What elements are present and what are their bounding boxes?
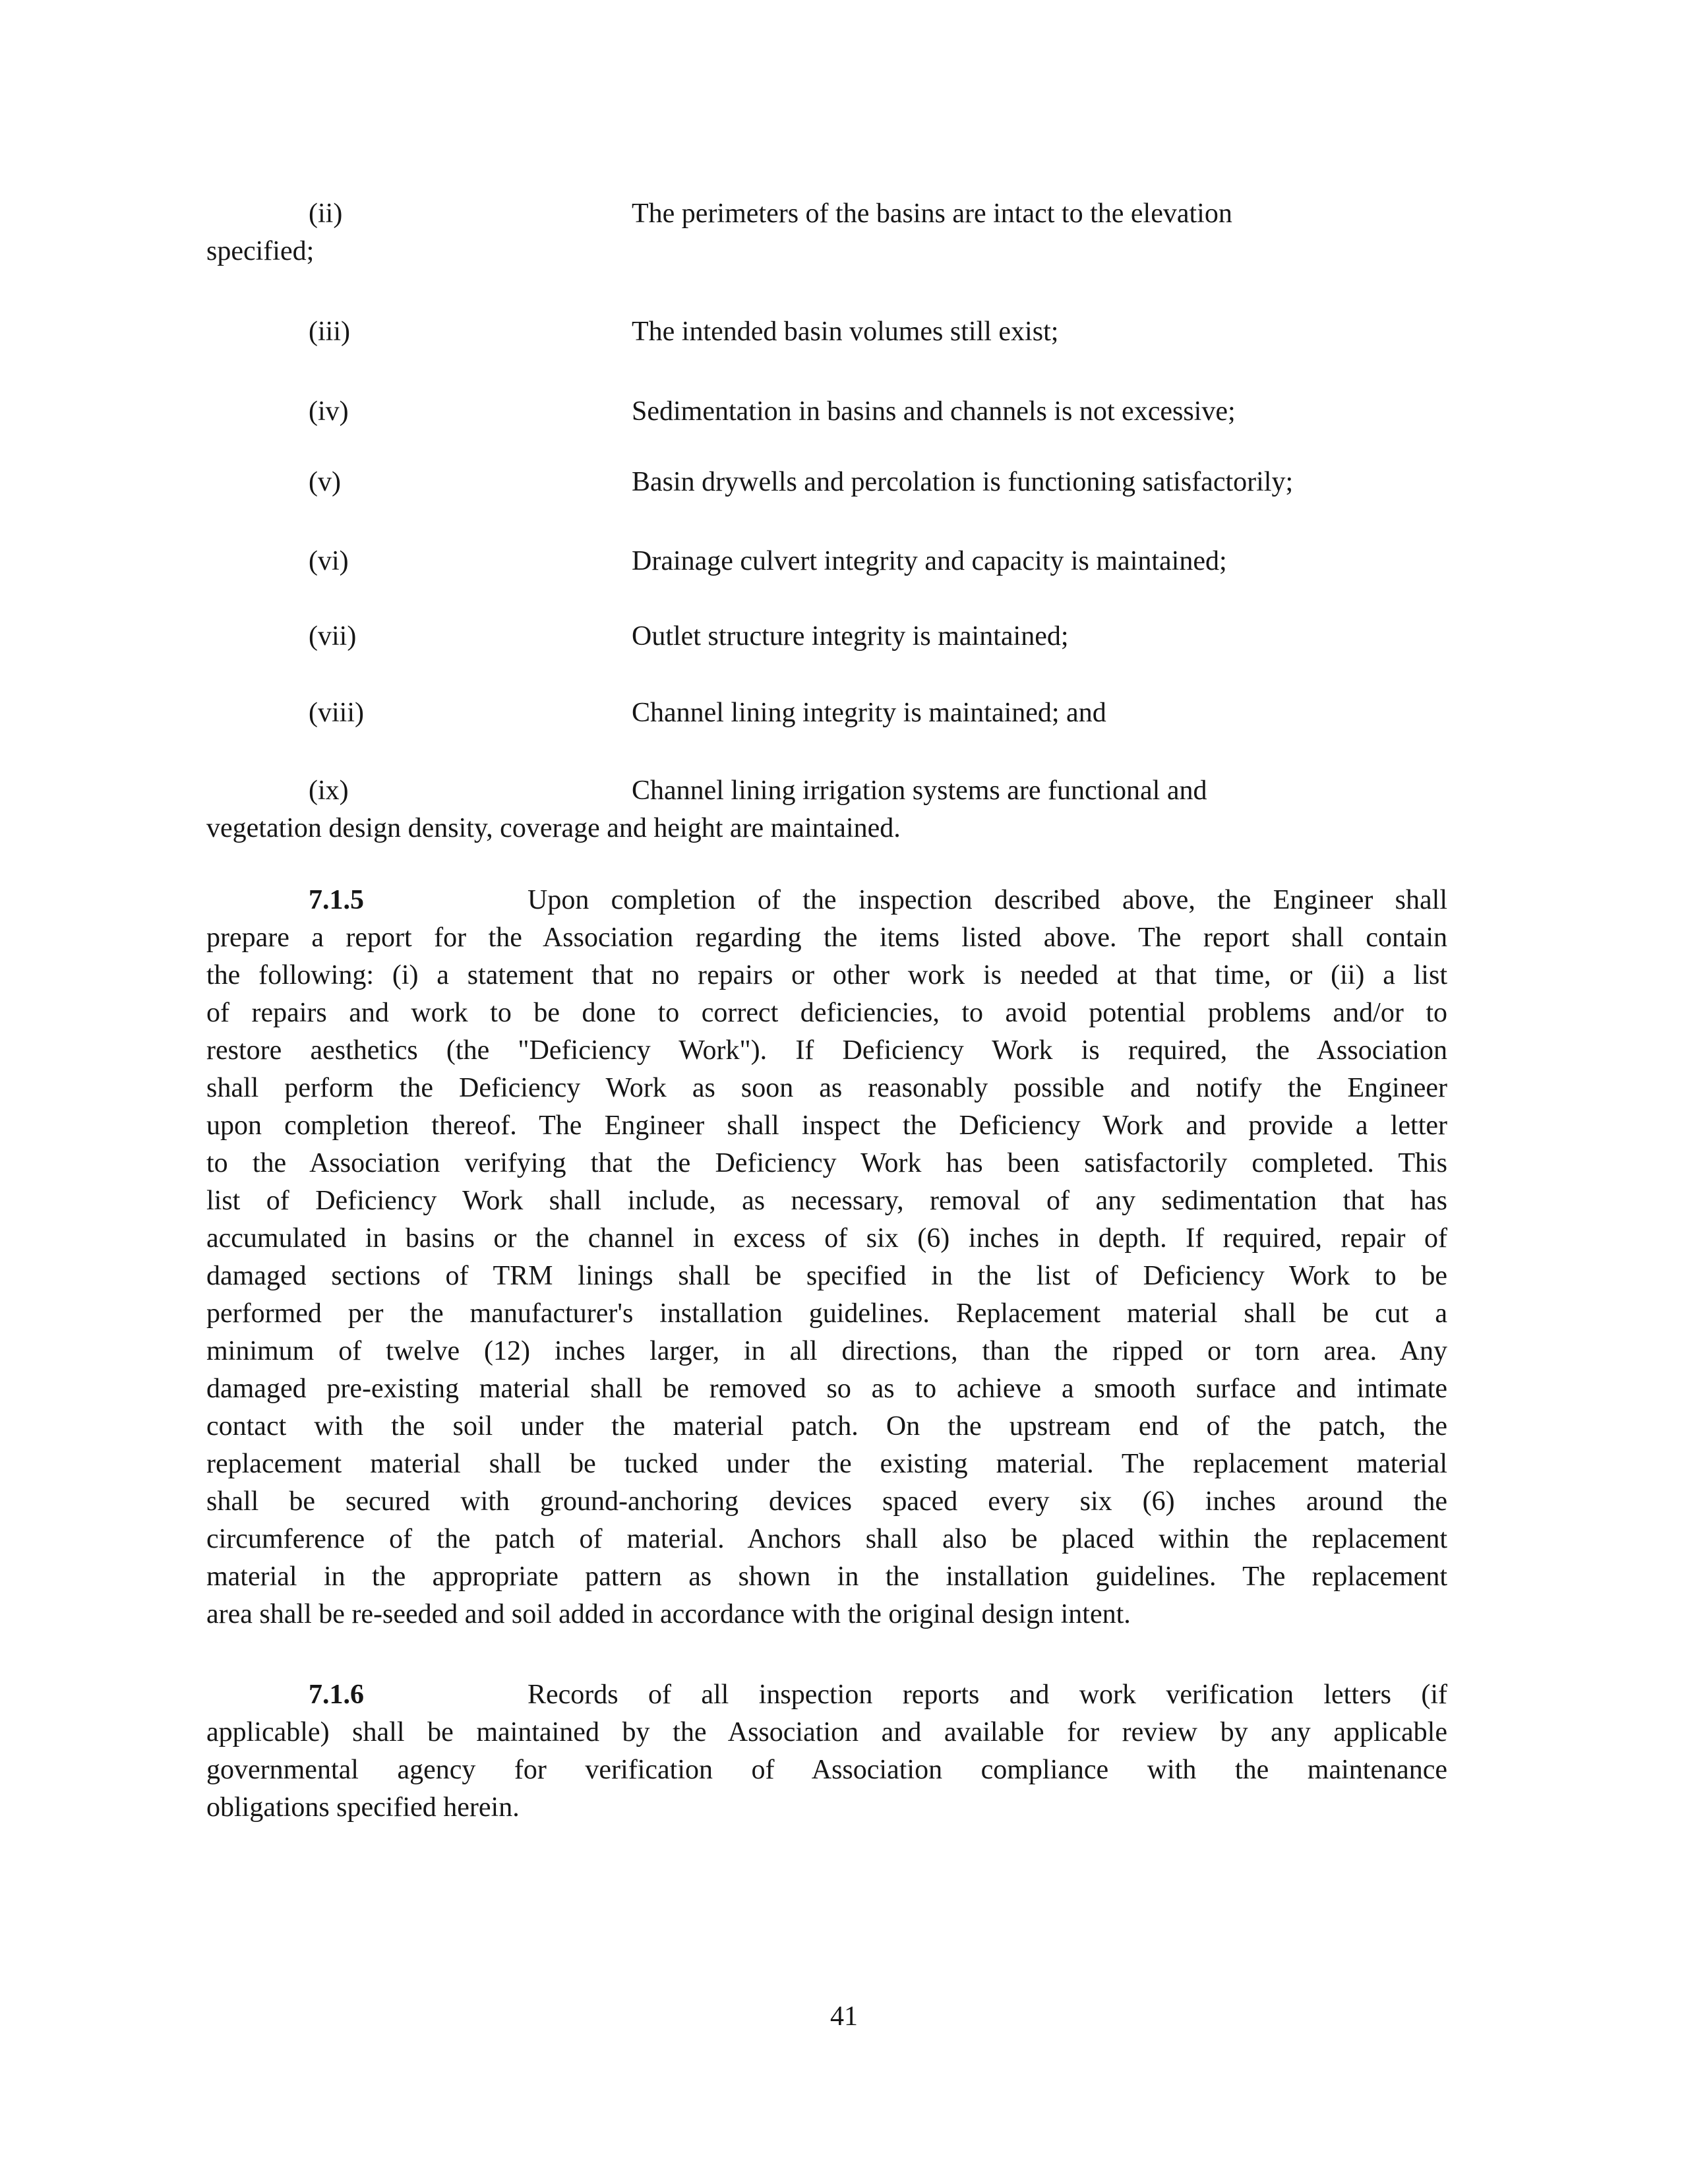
- list-item-label: (iii): [309, 317, 350, 347]
- text-line: obligations specified herein.: [206, 1792, 520, 1823]
- text-line: prepare a report for the Association regarding the items listed above. The report shall contain: [206, 923, 1447, 953]
- text-line: shall perform the Deficiency Work as soon as reasonably possible and notify the Engineer: [206, 1073, 1447, 1103]
- text-line: specified;: [206, 236, 315, 266]
- list-item-label: (ii): [309, 198, 343, 229]
- text-line: Channel lining integrity is maintained; and: [632, 698, 1106, 728]
- text-line: to the Association verifying that the Deficiency Work has been satisfactorily completed. This: [206, 1148, 1447, 1178]
- text-line: list of Deficiency Work shall include, as necessary, removal of any sedimentation that has: [206, 1186, 1447, 1216]
- section-number: 7.1.5: [309, 885, 364, 915]
- list-item-label: (v): [309, 467, 341, 497]
- section-7-1-5: [206, 882, 1447, 1633]
- list-item-v: [206, 464, 1447, 501]
- list-item-vii: [206, 618, 1447, 655]
- text-line: of repairs and work to be done to correct deficiencies, to avoid potential problems and/or to: [206, 998, 1447, 1028]
- text-line: vegetation design density, coverage and height are maintained.: [206, 813, 901, 843]
- text-line: Upon completion of the inspection described above, the Engineer shall: [528, 885, 1447, 915]
- list-item-viii: [206, 694, 1447, 732]
- list-item-iii: [206, 313, 1447, 351]
- text-line: material in the appropriate pattern as shown in the installation guidelines. The replacement: [206, 1562, 1447, 1592]
- text-line: restore aesthetics (the "Deficiency Work"). If Deficiency Work is required, the Association: [206, 1035, 1447, 1066]
- text-line: Outlet structure integrity is maintained;: [632, 621, 1069, 652]
- text-line: Drainage culvert integrity and capacity is maintained;: [632, 546, 1227, 576]
- text-line: contact with the soil under the material patch. On the upstream end of the patch, the: [206, 1411, 1447, 1441]
- text-line: shall be secured with ground-anchoring devices spaced every six (6) inches around the: [206, 1486, 1447, 1517]
- text-line: performed per the manufacturer's installation guidelines. Replacement material shall be cut a: [206, 1298, 1447, 1329]
- text-line: upon completion thereof. The Engineer shall inspect the Deficiency Work and provide a letter: [206, 1110, 1447, 1141]
- section-number: 7.1.6: [309, 1680, 364, 1710]
- list-item-label: (viii): [309, 698, 364, 728]
- text-line: The perimeters of the basins are intact to the elevation: [632, 198, 1232, 229]
- text-line: governmental agency for verification of Association compliance with the maintenance: [206, 1755, 1447, 1785]
- text-line: the following: (i) a statement that no repairs or other work is needed at that time, or (ii) a list: [206, 960, 1447, 990]
- list-item-label: (vi): [309, 546, 349, 576]
- list-item-iv: [206, 393, 1447, 431]
- list-item-label: (ix): [309, 775, 349, 806]
- page-number: 41: [830, 2001, 858, 2032]
- text-line: Records of all inspection reports and work verification letters (if: [528, 1680, 1447, 1710]
- text-line: replacement material shall be tucked under the existing material. The replacement material: [206, 1449, 1447, 1479]
- text-line: minimum of twelve (12) inches larger, in all directions, than the ripped or torn area. Any: [206, 1336, 1447, 1366]
- text-line: damaged pre-existing material shall be removed so as to achieve a smooth surface and intimate: [206, 1374, 1447, 1404]
- list-item-ii: [206, 195, 1447, 270]
- text-line: The intended basin volumes still exist;: [632, 317, 1059, 347]
- text-line: applicable) shall be maintained by the Association and available for review by any applicable: [206, 1717, 1447, 1747]
- text-line: damaged sections of TRM linings shall be specified in the list of Deficiency Work to be: [206, 1261, 1447, 1291]
- list-item-vi: [206, 543, 1447, 580]
- text-line: Sedimentation in basins and channels is not excessive;: [632, 396, 1236, 427]
- text-line: area shall be re-seeded and soil added in accordance with the original design intent.: [206, 1599, 1131, 1629]
- section-7-1-6: [206, 1676, 1447, 1827]
- list-item-ix: [206, 772, 1447, 847]
- text-line: Basin drywells and percolation is functioning satisfactorily;: [632, 467, 1294, 497]
- text-line: circumference of the patch of material. Anchors shall also be placed within the replacement: [206, 1524, 1447, 1554]
- list-item-label: (iv): [309, 396, 349, 427]
- list-item-label: (vii): [309, 621, 357, 652]
- text-line: accumulated in basins or the channel in excess of six (6) inches in depth. If required, repair of: [206, 1223, 1447, 1254]
- text-line: Channel lining irrigation systems are functional and: [632, 775, 1207, 806]
